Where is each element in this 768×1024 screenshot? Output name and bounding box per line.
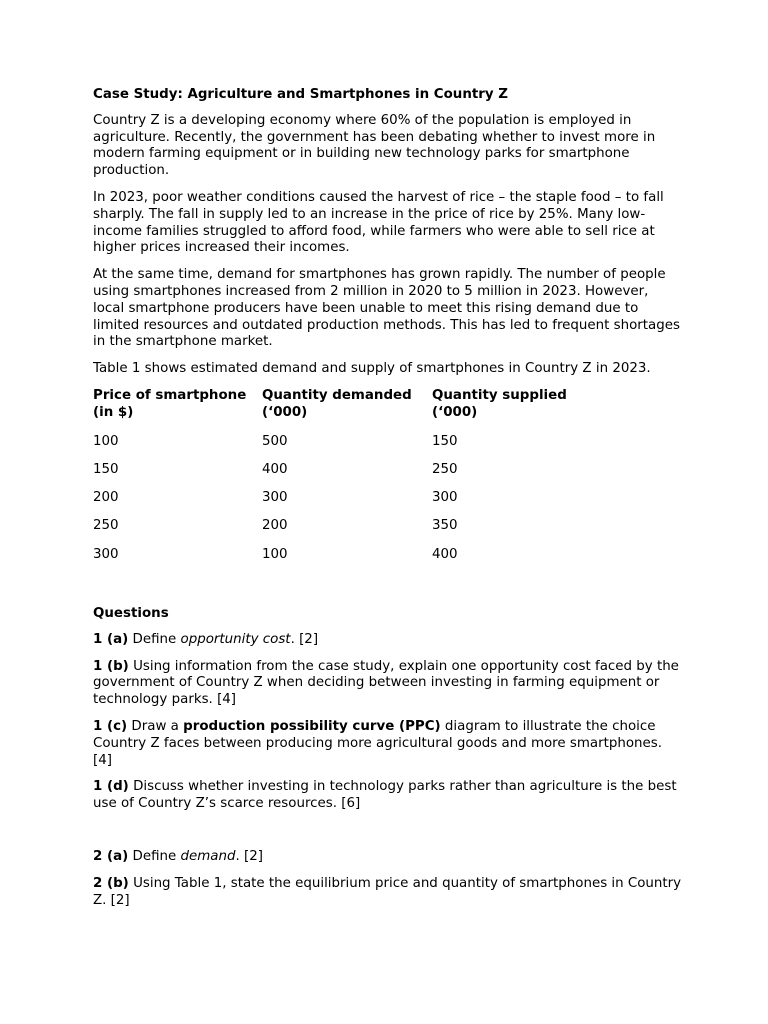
key-term: demand [180, 849, 236, 864]
key-term: production possibility curve (PPC) [183, 719, 441, 735]
cell-price: 300 [93, 546, 119, 562]
question-label: 1 (b) [93, 658, 129, 674]
cell-demanded: 400 [262, 461, 288, 477]
header-price: Price of smartphone (in $) [93, 387, 247, 420]
key-term: opportunity cost [180, 631, 291, 647]
cell-demanded: 200 [262, 518, 288, 534]
cell-supplied: 250 [432, 461, 458, 477]
table-row [93, 490, 632, 518]
cell-demanded: 100 [262, 546, 288, 562]
question-2a: 2 (a) Define demand. [2] [93, 849, 263, 864]
header-quantity-supplied: Quantity supplied (‘000) [432, 387, 567, 420]
table-header-row [93, 388, 632, 434]
demand-supply-table [93, 388, 632, 575]
cell-supplied: 350 [432, 518, 458, 534]
cell-price: 200 [93, 490, 119, 506]
question-2b: 2 (b) Using Table 1, state the equilibrium price and quantity of smartphones in Country Z. [2] [93, 875, 682, 908]
cell-demanded: 300 [262, 490, 288, 506]
question-label: 1 (d) [93, 779, 129, 795]
question-label: 1 (c) [93, 719, 128, 735]
table-intro-paragraph: Table 1 shows estimated demand and supply of smartphones in Country Z in 2023. [93, 361, 651, 377]
question-1c: 1 (c) Draw a production possibility curve (PPC) diagram to illustrate the choice Country Z faces between producing more agricultural goods and more smartphones. [4] [93, 719, 663, 768]
cell-price: 250 [93, 518, 119, 534]
questions-heading: Questions [93, 606, 169, 622]
cell-price: 150 [93, 461, 119, 477]
cell-supplied: 300 [432, 490, 458, 506]
rice-harvest-paragraph: In 2023, poor weather conditions caused the harvest of rice – the staple food – to fall sharply. The fall in supply led to an increase in the price of rice by 25%. Many low-income families struggled to afford food, while farmers who were able to sell rice at higher prices increased their incomes. [93, 189, 664, 256]
intro-paragraph: Country Z is a developing economy where 60% of the population is employed in agriculture. Recently, the government has been debating whether to invest more in modern farming equipment or in building new technology parks for smartphone production. [93, 112, 656, 179]
header-quantity-demanded: Quantity demanded (‘000) [262, 387, 412, 420]
question-1a: 1 (a) Define opportunity cost. [2] [93, 631, 319, 647]
question-1d: 1 (d) Discuss whether investing in technology parks rather than agriculture is the best use of Country Z’s scarce resources. [6] [93, 779, 677, 812]
cell-demanded: 500 [262, 433, 288, 449]
question-label: 1 (a) [93, 631, 129, 647]
smartphone-demand-paragraph: At the same time, demand for smartphones has grown rapidly. The number of people using smartphones increased from 2 million in 2020 to 5 million in 2023. However, local smartphone producers have been unable to meet this rising demand due to limited resources and outdated production methods. This has led to frequent shortages in the smartphone market. [93, 267, 680, 350]
cell-supplied: 400 [432, 546, 458, 562]
document-page [93, 87, 683, 919]
table-row [93, 518, 632, 546]
question-1b: 1 (b) Using information from the case study, explain one opportunity cost faced by the government of Country Z when deciding between investing in farming equipment or technology parks. [4] [93, 658, 679, 708]
cell-price: 100 [93, 433, 119, 449]
question-label: 2 (b) [93, 875, 129, 891]
cell-supplied: 150 [432, 433, 458, 449]
question-label: 2 (a) [93, 849, 129, 864]
table-row [93, 462, 632, 490]
table-row [93, 547, 632, 575]
case-study-title: Case Study: Agriculture and Smartphones in Country Z [93, 87, 508, 102]
table-row [93, 434, 632, 462]
section-spacer [93, 823, 683, 849]
